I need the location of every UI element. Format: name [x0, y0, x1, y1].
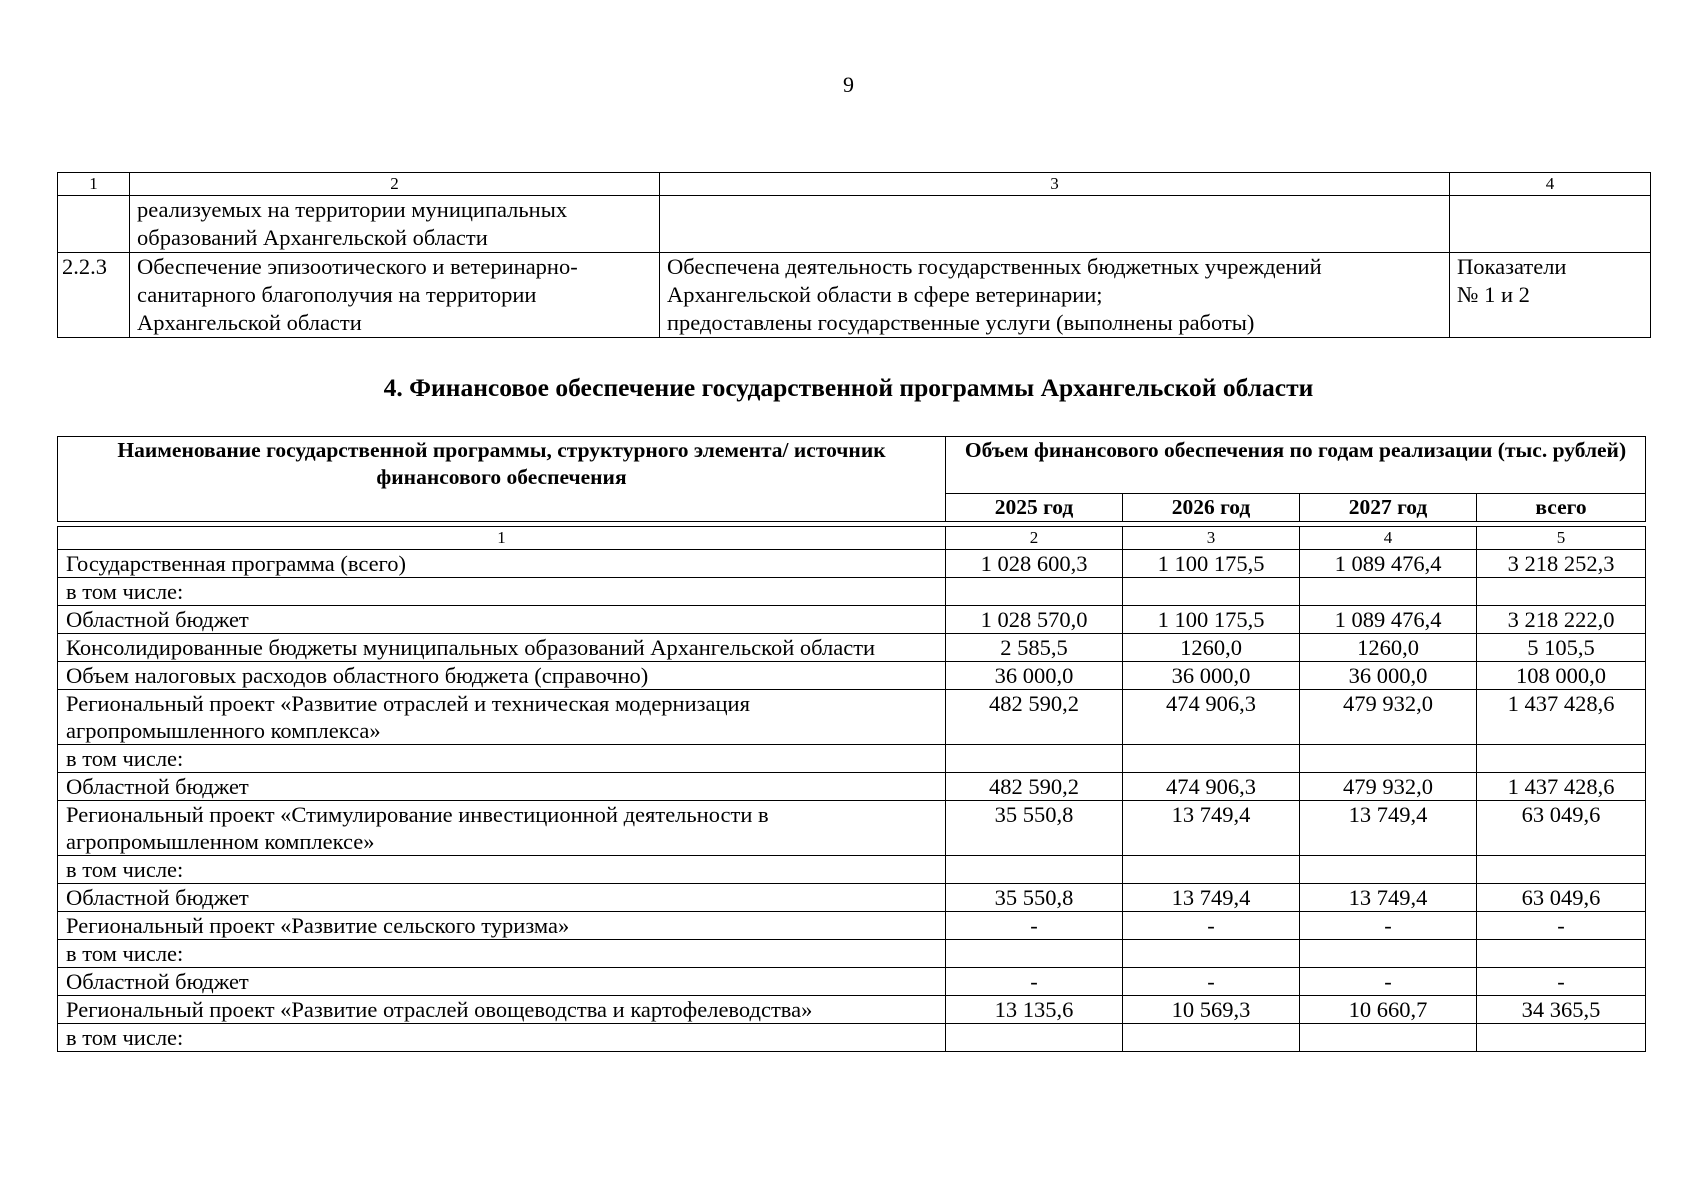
task-result-line: Обеспечена деятельность государственных бюджетных учреждений: [667, 254, 1322, 279]
row-value-year: [946, 940, 1123, 968]
task-number: [58, 196, 130, 253]
row-value-total: 63 049,6: [1477, 801, 1646, 856]
page-number: 9: [843, 72, 854, 97]
year-header: 2025 год: [946, 494, 1123, 522]
row-value-total: -: [1477, 968, 1646, 996]
table-row: [58, 940, 1646, 968]
task-result: [660, 253, 1450, 338]
table-row: [58, 253, 1651, 338]
row-name: в том числе:: [58, 856, 946, 884]
row-name: в том числе:: [58, 940, 946, 968]
year-header: 2027 год: [1300, 494, 1477, 522]
row-value-year: 1260,0: [1300, 634, 1477, 662]
table-row: [58, 606, 1646, 634]
table-row: [58, 856, 1646, 884]
row-value-year: -: [946, 912, 1123, 940]
row-value-total: [1477, 578, 1646, 606]
row-value-year: [946, 745, 1123, 773]
row-value-total: 3 218 222,0: [1477, 606, 1646, 634]
row-value-year: 482 590,2: [946, 773, 1123, 801]
year-header: 2026 год: [1123, 494, 1300, 522]
task-result-line: Архангельской области в сфере ветеринарии;: [667, 282, 1103, 307]
table-row: [58, 1024, 1646, 1052]
header-name: Наименование государственной программы, структурного элемента/ источник финансового обеспечения: [58, 437, 946, 522]
row-name: Региональный проект «Стимулирование инвестиционной деятельности в агропромышленном комплексе»: [58, 801, 946, 856]
row-value-total: [1477, 856, 1646, 884]
year-header: всего: [1477, 494, 1646, 522]
table-row: [58, 196, 1651, 253]
row-value-total: [1477, 940, 1646, 968]
row-value-year: 1260,0: [1123, 634, 1300, 662]
row-value-year: [946, 578, 1123, 606]
column-number: 2: [946, 527, 1123, 550]
row-value-total: 108 000,0: [1477, 662, 1646, 690]
table-row: [58, 968, 1646, 996]
row-value-year: [1300, 1024, 1477, 1052]
row-value-year: 35 550,8: [946, 884, 1123, 912]
table-row: [58, 773, 1646, 801]
row-value-total: 1 437 428,6: [1477, 690, 1646, 745]
table-row: [58, 578, 1646, 606]
row-name: Объем налоговых расходов областного бюджета (справочно): [58, 662, 946, 690]
row-value-year: 1 028 570,0: [946, 606, 1123, 634]
row-name: в том числе:: [58, 745, 946, 773]
row-name: Областной бюджет: [58, 773, 946, 801]
row-value-year: 1 100 175,5: [1123, 550, 1300, 578]
row-value-year: 479 932,0: [1300, 690, 1477, 745]
row-value-year: [1123, 578, 1300, 606]
table-row: [58, 996, 1646, 1024]
row-value-total: 5 105,5: [1477, 634, 1646, 662]
row-value-year: [1300, 578, 1477, 606]
column-number: 3: [660, 173, 1450, 196]
row-value-year: 1 028 600,3: [946, 550, 1123, 578]
task-indicators: [1450, 253, 1651, 338]
row-value-year: [946, 856, 1123, 884]
table-row: [58, 634, 1646, 662]
column-number: 3: [1123, 527, 1300, 550]
row-value-year: [1300, 856, 1477, 884]
row-value-year: 474 906,3: [1123, 690, 1300, 745]
column-number: 1: [58, 527, 946, 550]
row-value-total: 34 365,5: [1477, 996, 1646, 1024]
row-value-year: 36 000,0: [946, 662, 1123, 690]
row-name: в том числе:: [58, 578, 946, 606]
row-value-year: 36 000,0: [1300, 662, 1477, 690]
row-value-year: -: [946, 968, 1123, 996]
row-value-year: 13 749,4: [1123, 801, 1300, 856]
row-name: Областной бюджет: [58, 884, 946, 912]
row-value-year: 36 000,0: [1123, 662, 1300, 690]
row-value-year: 13 749,4: [1300, 801, 1477, 856]
table-row: [58, 801, 1646, 856]
row-value-year: 474 906,3: [1123, 773, 1300, 801]
header-volume: Объем финансового обеспечения по годам реализации (тыс. рублей): [946, 437, 1646, 494]
row-name: Консолидированные бюджеты муниципальных образований Архангельской области: [58, 634, 946, 662]
row-value-year: -: [1300, 968, 1477, 996]
table-row: [58, 690, 1646, 745]
row-value-year: 479 932,0: [1300, 773, 1477, 801]
row-value-year: [946, 1024, 1123, 1052]
row-name: Государственная программа (всего): [58, 550, 946, 578]
table-row: [58, 884, 1646, 912]
table-row: [58, 550, 1646, 578]
task-indicators-line: Показатели: [1457, 254, 1567, 279]
row-value-year: 13 749,4: [1123, 884, 1300, 912]
row-value-year: -: [1123, 912, 1300, 940]
financing-table: [57, 436, 1646, 1052]
row-value-year: [1300, 940, 1477, 968]
task-name: Обеспечение эпизоотического и ветеринарно-санитарного благополучия на территории Архангельской области: [130, 253, 660, 338]
row-name: Региональный проект «Развитие сельского туризма»: [58, 912, 946, 940]
row-name: Региональный проект «Развитие отраслей овощеводства и картофелеводства»: [58, 996, 946, 1024]
task-result-line: предоставлены государственные услуги (выполнены работы): [667, 310, 1255, 335]
row-value-year: [1123, 856, 1300, 884]
row-name: Областной бюджет: [58, 968, 946, 996]
task-number: 2.2.3: [58, 253, 130, 338]
row-name: в том числе:: [58, 1024, 946, 1052]
task-name: реализуемых на территории муниципальных образований Архангельской области: [130, 196, 660, 253]
row-value-total: [1477, 745, 1646, 773]
row-value-year: 1 100 175,5: [1123, 606, 1300, 634]
section-title: 4. Финансовое обеспечение государственной программы Архангельской области: [383, 373, 1314, 402]
task-indicators-line: № 1 и 2: [1457, 282, 1530, 307]
table-row: [58, 745, 1646, 773]
task-indicators: [1450, 196, 1651, 253]
table-row: [58, 662, 1646, 690]
column-number: 5: [1477, 527, 1646, 550]
row-value-year: 2 585,5: [946, 634, 1123, 662]
row-value-year: 10 660,7: [1300, 996, 1477, 1024]
column-number: 4: [1300, 527, 1477, 550]
row-name: Областной бюджет: [58, 606, 946, 634]
row-value-total: 1 437 428,6: [1477, 773, 1646, 801]
row-value-year: [1123, 1024, 1300, 1052]
row-value-year: -: [1300, 912, 1477, 940]
row-value-year: 13 749,4: [1300, 884, 1477, 912]
column-number: 2: [130, 173, 660, 196]
row-value-year: 13 135,6: [946, 996, 1123, 1024]
financing-table-column-numbers: [58, 527, 1646, 550]
row-value-total: 3 218 252,3: [1477, 550, 1646, 578]
row-value-year: 35 550,8: [946, 801, 1123, 856]
row-value-total: 63 049,6: [1477, 884, 1646, 912]
row-value-total: [1477, 1024, 1646, 1052]
row-value-year: 482 590,2: [946, 690, 1123, 745]
financing-table-header: [58, 437, 1646, 494]
row-value-year: 10 569,3: [1123, 996, 1300, 1024]
column-number: 4: [1450, 173, 1651, 196]
tasks-table: [57, 172, 1651, 338]
row-name: Региональный проект «Развитие отраслей и техническая модернизация агропромышленного комплекса»: [58, 690, 946, 745]
task-result: [660, 196, 1450, 253]
row-value-year: [1300, 745, 1477, 773]
table-row: [58, 912, 1646, 940]
tasks-table-column-numbers: [58, 173, 1651, 196]
row-value-year: [1123, 745, 1300, 773]
row-value-year: 1 089 476,4: [1300, 550, 1477, 578]
row-value-year: [1123, 940, 1300, 968]
row-value-year: -: [1123, 968, 1300, 996]
row-value-year: 1 089 476,4: [1300, 606, 1477, 634]
row-value-total: -: [1477, 912, 1646, 940]
column-number: 1: [58, 173, 130, 196]
